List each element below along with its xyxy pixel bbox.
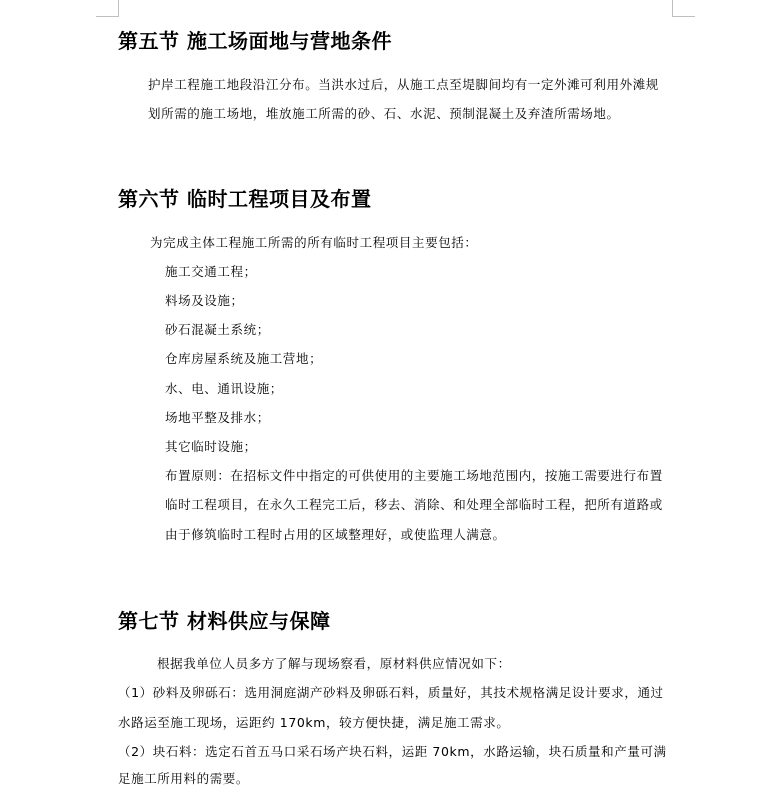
section-5-line-2: 划所需的施工场地，堆放施工所需的砂、石、水泥、预制混凝土及弃渣所需场地。 bbox=[148, 106, 620, 121]
list-item-4: 仓库房屋系统及施工营地； bbox=[165, 351, 323, 366]
section-5-line-1: 护岸工程施工地段沿江分布。当洪水过后，从施工点至堤脚间均有一定外滩可利用外滩规 bbox=[148, 77, 659, 92]
section-7-line-1: （1）砂料及卵砾石：选用洞庭湖产砂料及卵砾石料，质量好，其技术规格满足设计要求，通过 bbox=[118, 685, 664, 700]
list-item-5: 水、电、通讯设施； bbox=[165, 381, 283, 396]
section-7-line-4: 足施工所用料的需要。 bbox=[118, 771, 250, 786]
section-6-heading: 第六节 临时工程项目及布置 bbox=[118, 187, 372, 211]
list-item-6: 场地平整及排水； bbox=[165, 410, 270, 425]
list-item-7: 其它临时设施； bbox=[165, 439, 257, 454]
section-7-line-2: 水路运至施工现场，运距约 170km，较方便快捷，满足施工需求。 bbox=[118, 715, 510, 730]
page-corner-mark-left bbox=[96, 0, 119, 17]
section-7-line-3: （2）块石料：选定石首五马口采石场产块石料，运距 70km，水路运输，块石质量和产量可满 bbox=[118, 744, 667, 759]
section-7-heading: 第七节 材料供应与保障 bbox=[118, 609, 331, 633]
page-corner-mark-right bbox=[672, 0, 695, 17]
list-item-2: 料场及设施； bbox=[165, 293, 244, 308]
list-item-1: 施工交通工程； bbox=[165, 264, 257, 279]
section-7-intro: 根据我单位人员多方了解与现场察看，原材料供应情况如下： bbox=[157, 656, 511, 671]
principle-line-3: 由于修筑临时工程时占用的区域整理好，或使监理人满意。 bbox=[165, 527, 506, 542]
section-5-heading: 第五节 施工场面地与营地条件 bbox=[118, 29, 392, 53]
principle-line-2: 临时工程项目，在永久工程完工后，移去、消除、和处理全部临时工程，把所有道路或 bbox=[165, 497, 663, 512]
list-item-3: 砂石混凝土系统； bbox=[165, 322, 270, 337]
principle-line-1: 布置原则：在招标文件中指定的可供使用的主要施工场地范围内，按施工需要进行布置 bbox=[165, 468, 663, 483]
section-6-intro: 为完成主体工程施工所需的所有临时工程项目主要包括： bbox=[150, 235, 478, 250]
